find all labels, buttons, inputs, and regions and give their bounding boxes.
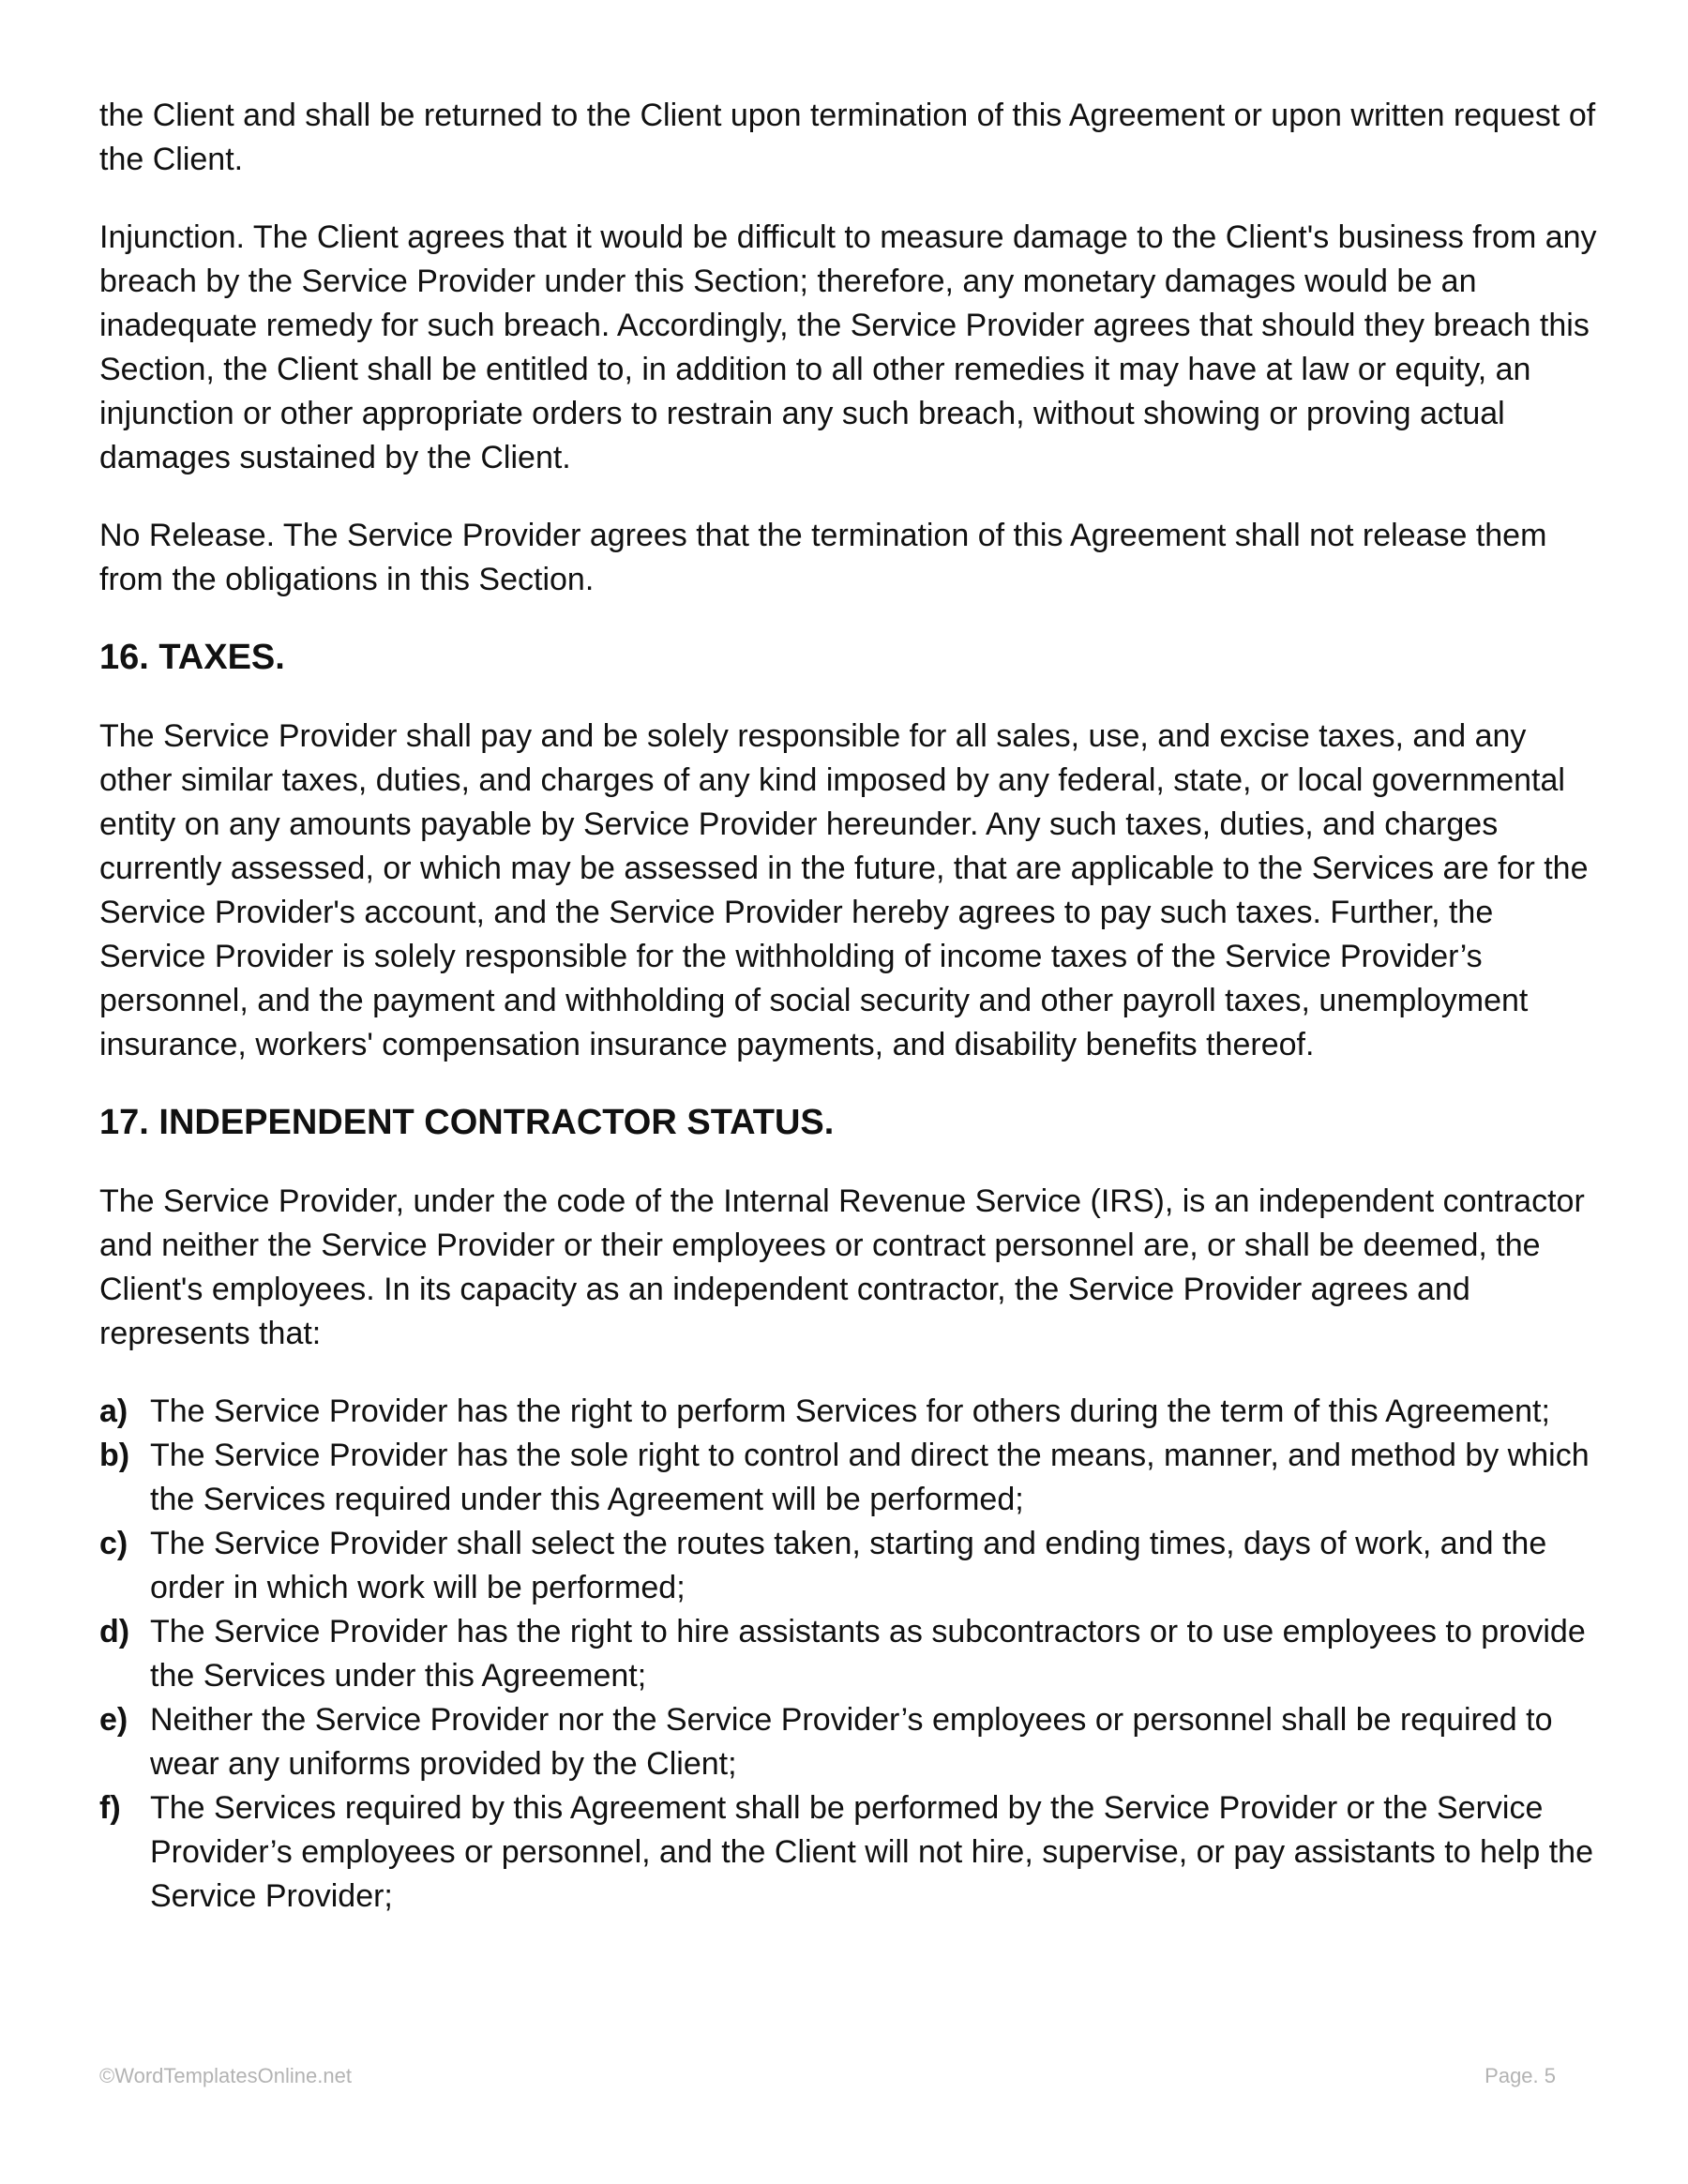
list-item [99,1786,1600,1919]
list-item-text: Neither the Service Provider nor the Service Provider’s employees or personnel shall be required to wear any uniforms provided by the Client; [150,1702,1553,1782]
list-item [99,1522,1600,1610]
list-marker: f) [99,1790,121,1826]
list-item [99,1698,1600,1786]
list-marker: c) [99,1526,128,1561]
list-item-text: The Services required by this Agreement shall be performed by the Service Provider or the Service Provider’s employees or personnel, and the Client will not hire, supervise, or pay assistants to help the Service Provider; [150,1790,1593,1914]
section-17-body: The Service Provider, under the code of the Internal Revenue Service (IRS), is an independent contractor and neither the Service Provider or their employees or contract personnel are, or shall be deemed, the Client's employees. In its capacity as an independent contractor, the Service Provider agrees and represents that: [99,1183,1585,1351]
section-17-heading: 17. INDEPENDENT CONTRACTOR STATUS. [99,1103,835,1142]
continuation-paragraph: the Client and shall be returned to the Client upon termination of this Agreement or upon written request of the Client. [99,98,1596,177]
document-page [99,94,1600,1919]
list-item-text: The Service Provider has the right to perform Services for others during the term of this Agreement; [150,1393,1550,1429]
footer-page-number: Page. 5 [1485,2064,1556,2087]
injunction-paragraph: Injunction. The Client agrees that it would be difficult to measure damage to the Client's business from any breach by the Service Provider under this Section; therefore, any monetary damages would be an inadequate remedy for such breach. Accordingly, the Service Provider agrees that should they breach this Section, the Client shall be entitled to, in addition to all other remedies it may have at law or equity, an injunction or other appropriate orders to restrain any such breach, without showing or proving actual damages sustained by the Client. [99,219,1597,475]
list-item-text: The Service Provider has the right to hire assistants as subcontractors or to use employees to provide the Services under this Agreement; [150,1614,1586,1694]
section-16-body: The Service Provider shall pay and be solely responsible for all sales, use, and excise taxes, and any other similar taxes, duties, and charges of any kind imposed by any federal, state, or local governmental entity on any amounts payable by Service Provider hereunder. Any such taxes, duties, and charges currently assessed, or which may be assessed in the future, that are applicable to the Services are for the Service Provider's account, and the Service Provider hereby agrees to pay such taxes. Further, the Service Provider is solely responsible for the withholding of income taxes of the Service Provider’s personnel, and the payment and withholding of social security and other payroll taxes, unemployment insurance, workers' compensation insurance payments, and disability benefits thereof. [99,718,1589,1062]
contractor-representations-list [99,1390,1600,1919]
list-marker: b) [99,1438,130,1473]
list-item-text: The Service Provider shall select the routes taken, starting and ending times, days of work, and the order in which work will be performed; [150,1526,1547,1605]
list-item-text: The Service Provider has the sole right to control and direct the means, manner, and method by which the Services required under this Agreement will be performed; [150,1438,1590,1517]
section-16-heading: 16. TAXES. [99,638,285,677]
list-marker: a) [99,1393,128,1429]
list-marker: e) [99,1702,128,1738]
footer-copyright: ©WordTemplatesOnline.net [99,2064,352,2087]
no-release-paragraph: No Release. The Service Provider agrees that the termination of this Agreement shall not release them from the obligations in this Section. [99,518,1547,597]
list-item [99,1390,1600,1434]
list-marker: d) [99,1614,130,1649]
list-item [99,1434,1600,1522]
list-item [99,1610,1600,1698]
